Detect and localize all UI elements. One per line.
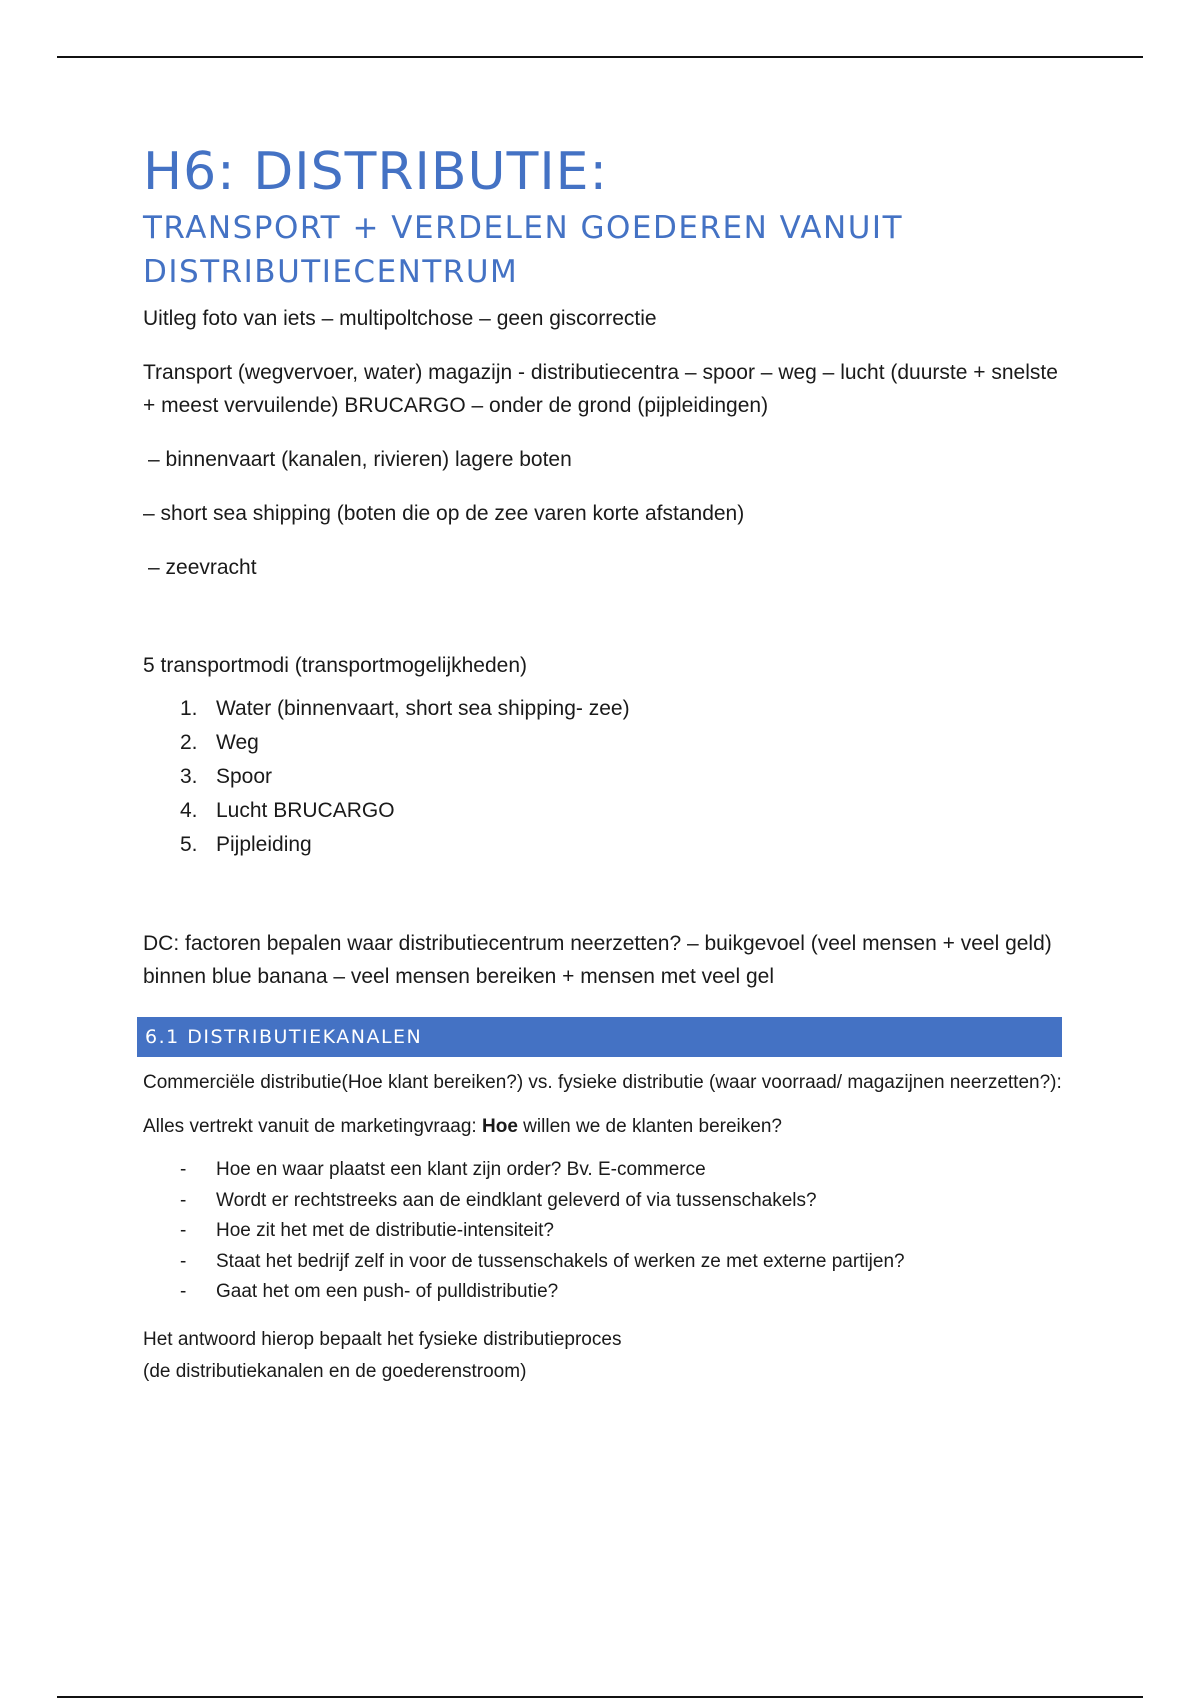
list-item	[143, 1247, 1063, 1278]
marketing-prefix: Alles vertrekt vanuit de marketingvraag:	[143, 1116, 482, 1137]
list-item	[143, 760, 1063, 794]
answer-line-1: Het antwoord hierop bepaalt het fysieke distributieproces	[143, 1328, 622, 1350]
water-line-short-sea: – short sea shipping (boten die op de zee varen korte afstanden)	[143, 502, 745, 525]
list-dash: -	[180, 1250, 187, 1272]
intro-line: Uitleg foto van iets – multipoltchose – geen giscorrectie	[143, 307, 657, 330]
transport-paragraph: Transport (wegvervoer, water) magazijn - distributiecentra – spoor – weg – lucht (duurste + snelste + meest vervuilende) BRUCARGO – onder de grond (pijpleidingen)	[143, 361, 1058, 417]
list-item	[143, 692, 1063, 726]
list-item	[143, 1155, 1063, 1186]
list-item-label: Hoe zit het met de distributie-intensiteit?	[216, 1220, 554, 1241]
list-item-label: Wordt er rechtstreeks aan de eindklant geleverd of via tussenschakels?	[216, 1189, 817, 1211]
page-title: H6: DISTRIBUTIE:	[143, 142, 609, 202]
commercial-paragraph: Commerciële distributie(Hoe klant bereiken?) vs. fysieke distributie (waar voorraad/ magazijnen neerzetten?):	[143, 1072, 1062, 1093]
transport-modes-list	[143, 692, 1063, 862]
list-item-label: Hoe en waar plaatst een klant zijn order? Bv. E-commerce	[216, 1159, 706, 1180]
section-body	[143, 1067, 1063, 1388]
marketing-suffix: willen we de klanten bereiken?	[517, 1116, 782, 1137]
list-dash: -	[180, 1189, 187, 1211]
answer-line-2: (de distributiekanalen en de goederenstroom)	[143, 1360, 527, 1382]
list-item	[143, 794, 1063, 828]
marketing-questions-list	[143, 1155, 1063, 1308]
marketing-question	[143, 1111, 1063, 1143]
list-dash: -	[180, 1281, 187, 1302]
list-item	[143, 828, 1063, 862]
list-number: 5.	[180, 833, 198, 856]
list-item	[143, 1186, 1063, 1217]
list-number: 2.	[180, 731, 198, 754]
bottom-rule	[57, 1696, 1143, 1698]
list-item	[143, 1277, 1063, 1308]
list-item	[143, 726, 1063, 760]
list-item-label: Spoor	[216, 765, 273, 788]
top-rule	[57, 56, 1143, 58]
page-subtitle: TRANSPORT + VERDELEN GOEDEREN VANUIT DISTRIBUTIECENTRUM	[143, 210, 904, 290]
list-item-label: Weg	[216, 731, 259, 754]
list-number: 4.	[180, 799, 198, 822]
list-item-label: Gaat het om een push- of pulldistributie?	[216, 1281, 559, 1302]
water-line-binnenvaart: – binnenvaart (kanalen, rivieren) lagere boten	[148, 448, 572, 471]
list-dash: -	[180, 1159, 187, 1180]
list-item-label: Lucht BRUCARGO	[216, 799, 395, 822]
section-heading-distributiekanalen: 6.1 DISTRIBUTIEKANALEN	[137, 1017, 1062, 1057]
list-item-label: Pijpleiding	[216, 833, 312, 856]
list-number: 3.	[180, 765, 198, 788]
list-item-label: Staat het bedrijf zelf in voor de tussenschakels of werken ze met externe partijen?	[216, 1250, 905, 1272]
list-item	[143, 1216, 1063, 1247]
list-number: 1.	[180, 697, 198, 720]
list-dash: -	[180, 1220, 187, 1241]
list-item-label: Water (binnenvaart, short sea shipping- zee)	[216, 697, 630, 720]
marketing-bold: Hoe	[482, 1116, 518, 1137]
modes-heading: 5 transportmodi (transportmogelijkheden)	[143, 654, 528, 677]
dc-paragraph: DC: factoren bepalen waar distributiecentrum neerzetten? – buikgevoel (veel mensen + veel geld) binnen blue banana – veel mensen bereiken + mensen met veel gel	[143, 932, 1052, 988]
document-page	[143, 140, 1063, 1388]
water-line-zeevracht: – zeevracht	[148, 556, 257, 579]
